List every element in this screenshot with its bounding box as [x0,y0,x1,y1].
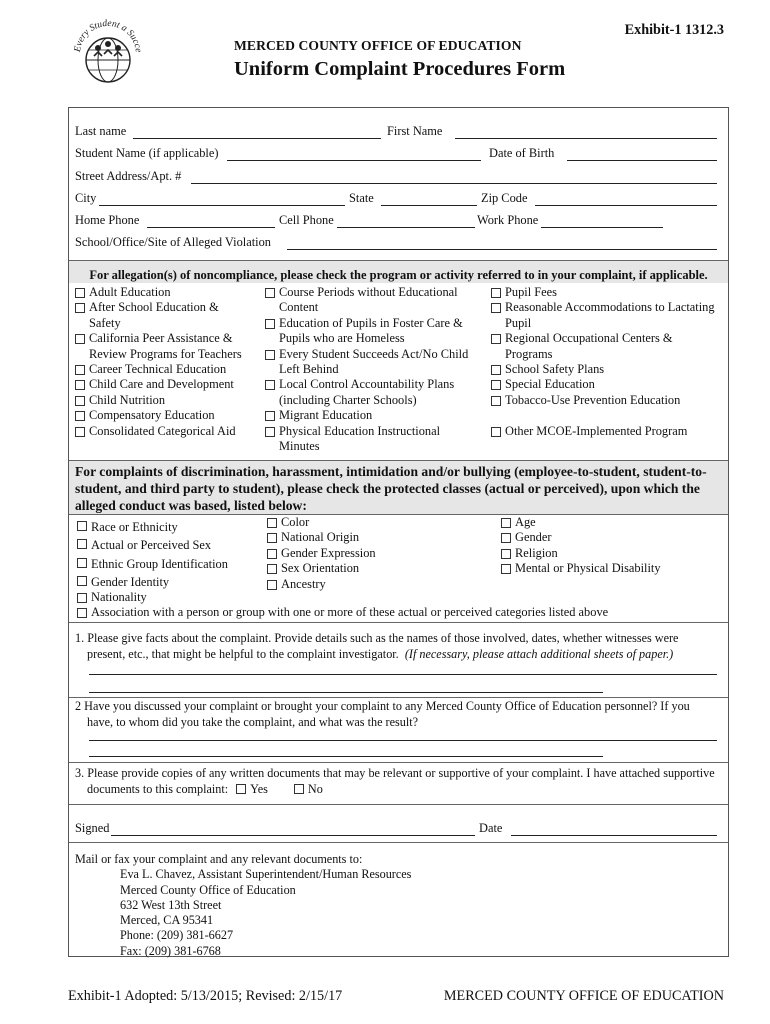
checkbox-icon[interactable] [75,427,85,437]
program-checkbox[interactable] [265,285,490,316]
protected-classes-column-1 [77,518,267,591]
protected-classes-column-3 [501,515,721,577]
protected-class-checkbox[interactable] [267,546,487,561]
student-name-field[interactable] [227,160,481,161]
divider [69,762,728,763]
mailing-address [75,867,411,959]
program-label: Career Technical Education [89,362,227,377]
protected-class-checkbox[interactable] [77,536,267,554]
checkbox-icon[interactable] [491,334,501,344]
mailing-address-line: Merced County Office of Education [120,882,296,897]
program-label: Pupils who are Homeless [279,331,405,346]
checkbox-icon[interactable] [75,334,85,344]
question-1-text: 1. Please give facts about the complaint. Provide details such as the names of those involved, dates, whether witnesses were present, etc., that might be helpful to the complaint investigator. [75,631,679,661]
checkbox-icon[interactable] [75,380,85,390]
protected-class-label: Race or Ethnicity [91,520,178,534]
checkbox-icon[interactable] [265,380,275,390]
program-label: Local Control Accountability Plans [279,377,455,392]
street-address-label: Street Address/Apt. # [75,169,182,183]
program-checkbox[interactable] [75,300,265,331]
checkbox-icon[interactable] [75,303,85,313]
date-of-birth-field[interactable] [567,160,717,161]
protected-class-checkbox[interactable] [267,561,487,576]
protected-class-label: National Origin [281,530,360,545]
checkbox-icon[interactable] [491,288,501,298]
checkbox-icon[interactable] [77,558,87,568]
program-label: Reasonable Accommodations to Lactating [505,300,715,315]
program-label: Other MCOE-Implemented Program [505,424,688,438]
program-checkbox[interactable] [75,377,265,392]
programs-column-3-extra [491,424,727,439]
form-title: Uniform Complaint Procedures Form [234,58,566,80]
program-label: Education of Pupils in Foster Care & [279,315,463,330]
program-label: Child Care and Development [89,377,234,392]
question-1 [75,630,718,662]
question-2-answer-line-2[interactable] [89,756,603,757]
checkbox-icon[interactable] [491,380,501,390]
protected-class-checkbox[interactable] [77,573,267,591]
checkbox-icon[interactable] [491,396,501,406]
checkbox-icon[interactable] [267,518,277,528]
mailing-address-line: Merced, CA 95341 [120,913,214,928]
program-checkbox[interactable] [491,377,727,392]
question-2 [75,698,718,730]
svg-text:Every Student a Success [68,10,143,54]
date-of-birth-label: Date of Birth [489,146,555,160]
protected-class-checkbox[interactable] [267,530,487,545]
checkbox-icon[interactable] [267,549,277,559]
organization-name: MERCED COUNTY OFFICE OF EDUCATION [234,38,522,53]
globe-icon [68,10,148,90]
checkbox-icon[interactable] [75,411,85,421]
protected-class-checkbox[interactable] [501,530,721,545]
protected-class-label: Ancestry [281,576,326,591]
program-checkbox[interactable] [75,331,265,362]
programs-column-3 [491,285,727,408]
signed-label: Signed [75,821,110,835]
mailing-address-line: Eva L. Chavez, Assistant Superintendent/Human Resources [120,867,412,882]
work-phone-field[interactable] [541,227,663,228]
signature-date-field[interactable] [511,835,717,836]
last-name-field[interactable] [133,138,381,139]
protected-class-checkbox[interactable] [77,518,267,536]
programs-heading: For allegation(s) of noncompliance, please check the program or activity referred to in your complaint, if applicable. [89,268,708,282]
protected-class-label: Gender [515,530,552,545]
checkbox-icon[interactable] [77,539,87,549]
program-label: Safety [89,315,121,330]
program-checkbox[interactable] [265,424,490,455]
program-checkbox[interactable] [75,362,265,377]
program-checkbox[interactable] [491,331,727,362]
program-checkbox[interactable] [265,408,490,423]
form-frame [68,107,729,957]
program-label: Course Periods without Educational [279,285,458,299]
work-phone-label: Work Phone [477,213,539,227]
program-label: After School Education & [89,300,219,315]
checkbox-icon[interactable] [75,365,85,375]
mailing-address-line: 632 West 13th Street [120,897,222,912]
city-label: City [75,191,97,205]
nationality-row [77,590,717,621]
checkbox-icon[interactable] [265,411,275,421]
program-label: Physical Education Instructional [279,423,441,438]
program-checkbox[interactable] [491,300,727,331]
zip-code-field[interactable] [535,205,717,206]
question-3-text: 3. Please provide copies of any written documents that may be relevant or supportive of your complaint. I have attached supportive documents to this complaint: [75,766,715,796]
first-name-field[interactable] [455,138,717,139]
program-checkbox[interactable] [265,347,490,378]
program-checkbox[interactable] [491,362,727,377]
protected-class-label: Gender Expression [281,545,376,560]
question-3 [75,765,718,797]
protected-class-checkbox-nationality[interactable] [77,590,717,605]
program-checkbox[interactable] [491,393,727,408]
home-phone-label: Home Phone [75,213,140,227]
program-checkbox[interactable] [491,285,727,300]
protected-class-label: Religion [515,545,558,560]
state-label: State [349,191,374,205]
program-checkbox[interactable] [265,377,490,408]
checkbox-icon[interactable] [265,350,275,360]
question-1-answer-line-2[interactable] [89,692,603,693]
program-checkbox[interactable] [75,408,265,423]
checkbox-icon[interactable] [267,533,277,543]
program-label: California Peer Assistance & [89,331,233,346]
protected-class-checkbox[interactable] [501,561,721,576]
checkbox-icon[interactable] [491,365,501,375]
program-label: Content [279,300,319,315]
discrimination-heading: For complaints of discrimination, harassment, intimidation and/or bullying (employee-to-student, student-to-student, and third party to student), please check the protected classes (actual or perceived), upon which the alleged conduct was based, listed below: [75,464,707,513]
checkbox-icon[interactable] [491,427,501,437]
protected-class-label: Ethnic Group Identification [91,556,228,571]
divider [69,622,728,623]
school-site-field[interactable] [287,249,717,250]
mailing-address-line: Phone: (209) 381-6627 [120,928,234,943]
home-phone-field[interactable] [147,227,275,228]
yes-checkbox[interactable] [236,784,246,794]
protected-classes-column-2 [267,515,487,592]
program-label: Tobacco-Use Prevention Education [505,392,681,407]
checkbox-icon[interactable] [501,564,511,574]
checkbox-icon[interactable] [77,576,87,586]
question-1-answer-line-1[interactable] [89,674,717,675]
logo-text: Every Student a Succe [73,18,143,54]
question-2-text: 2 Have you discussed your complaint or brought your complaint to any Merced County Office of Education personnel? If you have, to whom did you take the complaint, and what was the result? [75,699,690,729]
checkbox-icon[interactable] [501,549,511,559]
no-label: No [307,782,323,796]
checkbox-icon[interactable] [491,303,501,313]
protected-class-label: Association with a person or group with one or more of these actual or perceived categories listed above [91,605,609,620]
school-site-label: School/Office/Site of Alleged Violation [75,235,271,249]
zip-code-label: Zip Code [481,191,528,205]
program-label: Pupil Fees [505,285,557,299]
checkbox-icon[interactable] [501,518,511,528]
program-label: Programs [505,346,553,361]
checkbox-icon[interactable] [77,593,87,603]
mailing-instructions [75,852,411,959]
program-label: Regional Occupational Centers & [505,331,673,346]
signature-date-label: Date [479,821,503,835]
program-label: Compensatory Education [89,408,215,423]
checkbox-icon[interactable] [267,580,277,590]
program-checkbox-other[interactable] [491,424,727,439]
protected-class-label: Nationality [91,590,147,604]
program-label: Left Behind [279,362,339,377]
cell-phone-field[interactable] [337,227,475,228]
protected-class-label: Age [515,515,536,529]
student-name-label: Student Name (if applicable) [75,146,219,160]
program-checkbox[interactable] [75,285,265,300]
checkbox-icon[interactable] [267,564,277,574]
checkbox-icon[interactable] [265,427,275,437]
footer-adoption-info: Exhibit-1 Adopted: 5/13/2015; Revised: 2/15/17 [68,988,343,1004]
mail-intro: Mail or fax your complaint and any relevant documents to: [75,852,363,866]
no-checkbox[interactable] [294,784,304,794]
protected-class-label: Actual or Perceived Sex [91,538,212,553]
checkbox-icon[interactable] [75,288,85,298]
footer-organization: MERCED COUNTY OFFICE OF EDUCATION [443,988,724,1004]
program-label: Review Programs for Teachers [89,346,242,361]
street-address-field[interactable] [191,183,717,184]
protected-class-checkbox[interactable] [501,546,721,561]
program-label: Adult Education [89,285,171,299]
protected-class-checkbox[interactable] [77,555,267,573]
exhibit-number: Exhibit-1 1312.3 [624,22,724,38]
last-name-label: Last name [75,124,127,138]
program-checkbox[interactable] [265,316,490,347]
program-label: School Safety Plans [505,362,605,377]
protected-class-label: Gender Identity [91,574,170,589]
program-label: Child Nutrition [89,392,166,407]
program-label: Pupil [505,315,532,330]
mailing-address-line: Fax: (209) 381-6768 [120,943,221,958]
yes-label: Yes [250,782,268,796]
question-1-note: (If necessary, please attach additional sheets of paper.) [404,647,674,661]
program-label: Minutes [279,439,320,454]
checkbox-icon[interactable] [501,533,511,543]
programs-column-1 [75,285,265,439]
protected-class-label: Color [281,515,310,529]
program-label: Consolidated Categorical Aid [89,423,236,438]
checkbox-icon[interactable] [77,608,87,618]
protected-class-checkbox-association[interactable] [77,605,717,620]
checkbox-icon[interactable] [77,521,87,531]
divider [69,804,728,805]
checkbox-icon[interactable] [75,396,85,406]
protected-class-label: Sex Orientation [281,561,360,576]
globe-logo [68,10,148,90]
protected-class-label: Mental or Physical Disability [515,561,661,576]
program-label: Migrant Education [279,408,373,423]
checkbox-icon[interactable] [265,319,275,329]
divider [69,842,728,843]
question-2-answer-line-1[interactable] [89,740,717,741]
cell-phone-label: Cell Phone [279,213,334,227]
program-label: (including Charter Schools) [279,392,417,407]
programs-column-2 [265,285,490,454]
checkbox-icon[interactable] [265,288,275,298]
protected-class-checkbox[interactable] [501,515,721,530]
city-field[interactable] [99,205,345,206]
first-name-label: First Name [387,124,443,138]
protected-class-checkbox[interactable] [267,515,487,530]
program-checkbox[interactable] [75,393,265,408]
program-label: Every Student Succeeds Act/No Child [279,346,469,361]
signature-field[interactable] [111,835,475,836]
program-checkbox[interactable] [75,424,265,439]
program-label: Special Education [505,377,595,392]
state-field[interactable] [381,205,477,206]
